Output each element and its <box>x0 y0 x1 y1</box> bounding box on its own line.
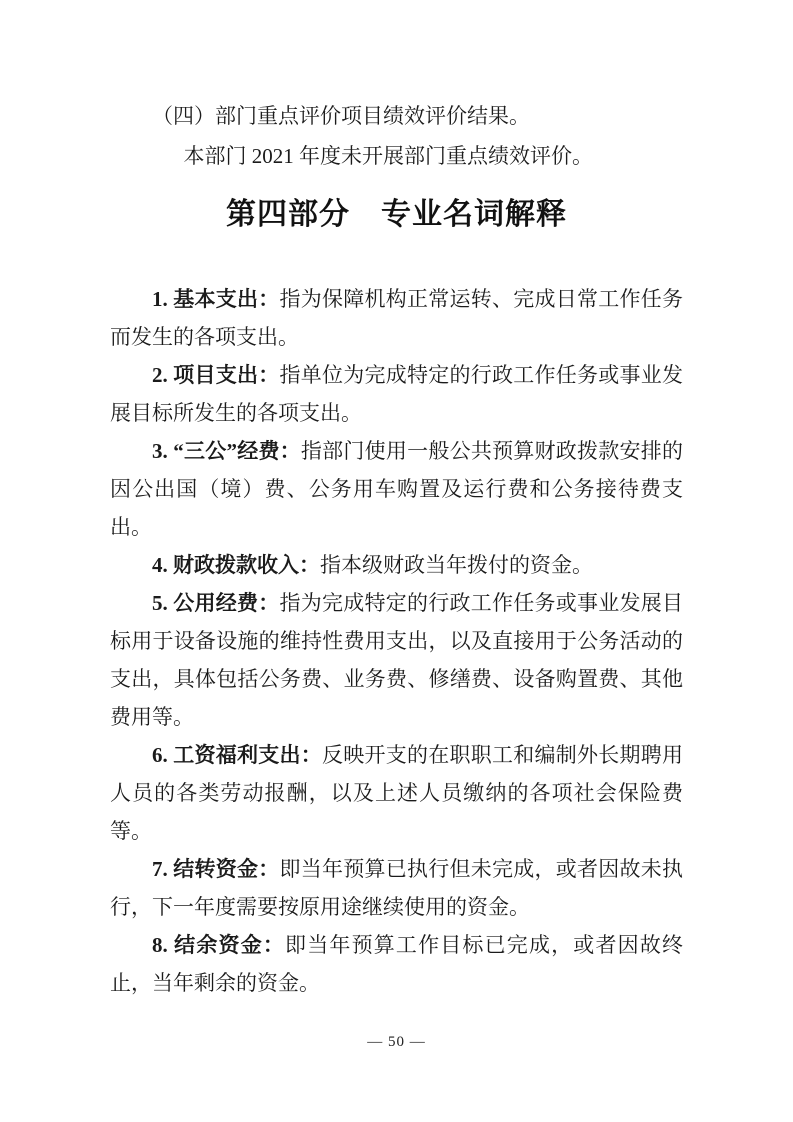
section-heading: 第四部分 专业名词解释 <box>226 198 567 231</box>
definition-text: 指本级财政当年拨付的资金。 <box>320 553 593 577</box>
page-content <box>110 96 683 1002</box>
page-number: — 50 — <box>367 1034 426 1050</box>
definition-term: 5. 公用经费： <box>152 591 280 615</box>
definition-text: 指单位为完成特定的行政工作任务或事业发展目标所发生的各项支出。 <box>110 363 683 425</box>
definition-three-public-funds <box>110 432 683 546</box>
definition-term: 4. 财政拨款收入： <box>152 553 320 577</box>
definition-fiscal-appropriation-income <box>110 546 683 584</box>
definition-term: 6. 工资福利支出： <box>152 743 322 767</box>
definition-term: 2. 项目支出： <box>152 363 280 387</box>
definition-wage-welfare-expenditure <box>110 736 683 850</box>
definition-basic-expenditure <box>110 280 683 356</box>
intro-section <box>110 96 683 176</box>
definition-surplus-funds <box>110 926 683 1002</box>
intro-line-evaluation-result: （四）部门重点评价项目绩效评价结果。 <box>152 104 530 128</box>
definition-term: 8. 结余资金： <box>152 933 286 957</box>
definition-public-funds <box>110 584 683 736</box>
definitions-section <box>110 280 683 1002</box>
definition-carryover-funds <box>110 850 683 926</box>
definition-text: 指为完成特定的行政工作任务或事业发展目标用于设备设施的维持性费用支出，以及直接用于公务活动的支出，具体包括公务费、业务费、修缮费、设备购置费、其他费用等。 <box>110 591 683 729</box>
definition-text: 即当年预算已执行但未完成，或者因故未执行，下一年度需要按原用途继续使用的资金。 <box>110 857 683 919</box>
definition-text: 指为保障机构正常运转、完成日常工作任务而发生的各项支出。 <box>110 287 683 349</box>
definition-term: 1. 基本支出： <box>152 287 280 311</box>
definition-term: 7. 结转资金： <box>152 857 280 881</box>
definition-text: 即当年预算工作目标已完成，或者因故终止，当年剩余的资金。 <box>110 933 684 995</box>
definition-text: 指部门使用一般公共预算财政拨款安排的因公出国（境）费、公务用车购置及运行费和公务接待费支出。 <box>110 439 684 539</box>
intro-line-no-evaluation: 本部门 2021 年度未开展部门重点绩效评价。 <box>183 144 593 168</box>
definition-term: 3. “三公”经费： <box>152 439 301 463</box>
definition-project-expenditure <box>110 356 683 432</box>
definition-text: 反映开支的在职职工和编制外长期聘用人员的各类劳动报酬，以及上述人员缴纳的各项社会保险费等。 <box>110 743 683 843</box>
